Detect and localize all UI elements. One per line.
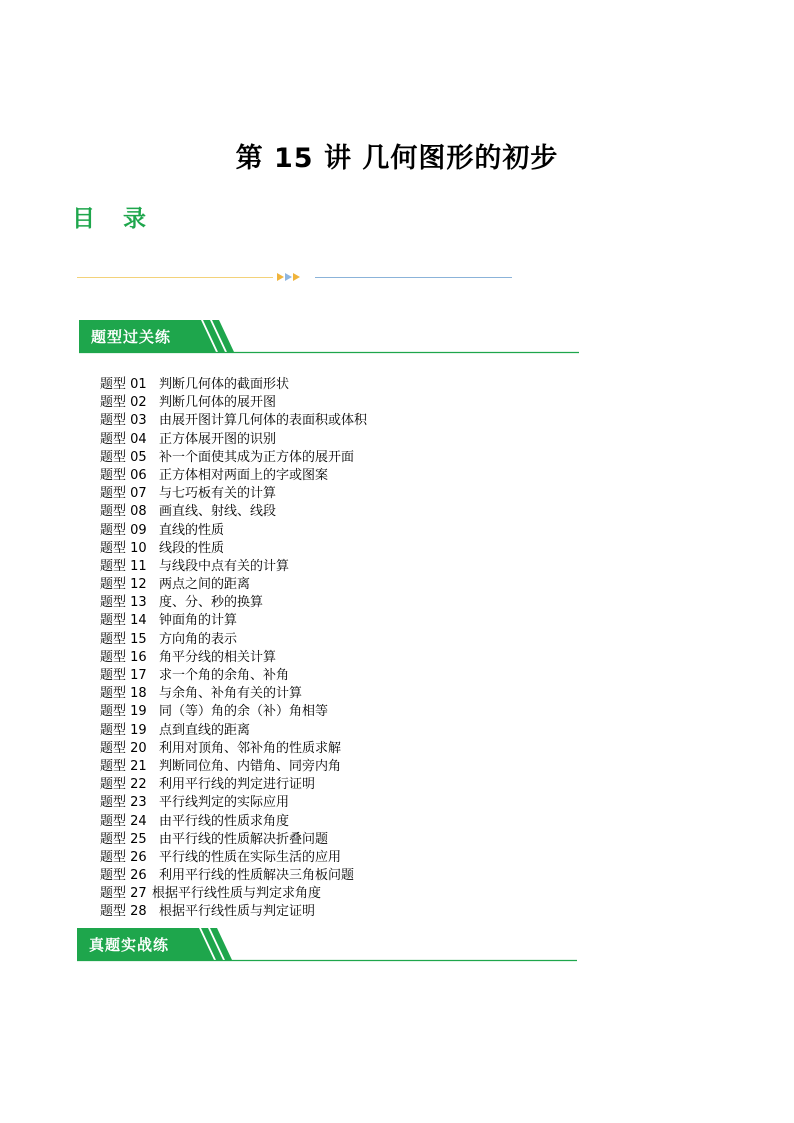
- divider-arrows-icon: [277, 272, 303, 282]
- list-item: [100, 558, 367, 576]
- item-text: 同（等）角的余（补）角相等: [159, 704, 329, 720]
- item-text: 方向角的表示: [159, 631, 238, 647]
- item-text: 由展开图计算几何体的表面积或体积: [159, 413, 368, 429]
- item-text: 两点之间的距离: [159, 577, 251, 593]
- item-text: 线段的性质: [159, 540, 225, 556]
- item-code: 题型 21: [100, 758, 147, 774]
- list-item: [100, 903, 367, 921]
- list-item: [100, 667, 367, 685]
- item-code: 题型 17: [100, 668, 147, 683]
- list-item: [100, 831, 367, 849]
- list-item: [100, 867, 367, 885]
- list-item: [100, 522, 367, 540]
- item-code: 题型 28: [100, 904, 147, 920]
- list-item: [100, 503, 367, 521]
- item-code: 题型 08: [100, 504, 147, 520]
- item-code: 题型 10: [100, 540, 147, 556]
- item-text: 根据平行线性质与判定求角度: [152, 886, 322, 902]
- list-item: [100, 449, 367, 467]
- item-code: 题型 18: [100, 686, 147, 702]
- item-code: 题型 12: [100, 577, 147, 593]
- item-text: 角平分线的相关计算: [159, 649, 277, 665]
- list-item: [100, 485, 367, 503]
- item-code: 题型 01: [100, 377, 147, 392]
- item-text: 由平行线的性质解决折叠问题: [159, 831, 329, 847]
- item-code: 题型 23: [100, 795, 147, 811]
- list-item: [100, 740, 367, 758]
- toc-heading: 目 录: [72, 206, 157, 232]
- item-code: 题型 14: [100, 613, 147, 629]
- item-code: 题型 26: [100, 849, 147, 865]
- section-label: 真题实战练: [89, 936, 170, 954]
- item-text: 判断几何体的展开图: [159, 395, 277, 411]
- list-item: [100, 467, 367, 485]
- list-item: [100, 794, 367, 812]
- item-code: 题型 26: [100, 868, 147, 884]
- item-text: 求一个角的余角、补角: [159, 668, 290, 683]
- list-item: [100, 649, 367, 667]
- list-item: [100, 612, 367, 630]
- item-code: 题型 15: [100, 631, 147, 647]
- list-item: [100, 758, 367, 776]
- list-item: [100, 594, 367, 612]
- item-text: 平行线判定的实际应用: [159, 795, 290, 811]
- item-text: 补一个面使其成为正方体的展开面: [159, 449, 355, 465]
- item-text: 与余角、补角有关的计算: [159, 686, 303, 702]
- list-item: [100, 776, 367, 794]
- item-code: 题型 16: [100, 649, 147, 665]
- item-code: 题型 24: [100, 813, 147, 829]
- list-item: [100, 813, 367, 831]
- list-item: [100, 394, 367, 412]
- list-item: [100, 685, 367, 703]
- list-item: [100, 849, 367, 867]
- item-text: 正方体展开图的识别: [159, 431, 277, 447]
- list-item: [100, 376, 367, 394]
- item-text: 画直线、射线、线段: [159, 504, 277, 520]
- item-code: 题型 27: [100, 886, 147, 902]
- item-text: 度、分、秒的换算: [159, 595, 264, 611]
- item-code: 题型 03: [100, 413, 147, 429]
- item-code: 题型 11: [100, 558, 147, 574]
- section-label: 题型过关练: [91, 328, 172, 346]
- divider-right: [315, 277, 512, 278]
- section-banner-exam: [77, 926, 577, 962]
- list-item: [100, 540, 367, 558]
- item-code: 题型 07: [100, 486, 147, 502]
- item-text: 正方体相对两面上的字或图案: [159, 467, 329, 483]
- item-code: 题型 19: [100, 704, 147, 720]
- divider-left: [77, 277, 273, 278]
- item-code: 题型 13: [100, 595, 147, 611]
- item-text: 利用平行线的判定进行证明: [159, 777, 316, 793]
- item-text: 与线段中点有关的计算: [159, 558, 290, 574]
- item-code: 题型 22: [100, 777, 147, 793]
- item-code: 题型 09: [100, 522, 147, 538]
- item-text: 利用平行线的性质解决三角板问题: [159, 868, 355, 884]
- item-text: 由平行线的性质求角度: [159, 813, 290, 829]
- item-code: 题型 05: [100, 449, 147, 465]
- item-text: 点到直线的距离: [159, 722, 251, 738]
- list-item: [100, 576, 367, 594]
- item-text: 直线的性质: [159, 522, 225, 538]
- item-code: 题型 04: [100, 431, 147, 447]
- list-item: [100, 703, 367, 721]
- list-item: [100, 412, 367, 430]
- item-text: 利用对顶角、邻补角的性质求解: [159, 740, 342, 756]
- section-banner-practice: [79, 318, 579, 354]
- item-text: 根据平行线性质与判定证明: [159, 904, 316, 920]
- item-text: 与七巧板有关的计算: [159, 486, 277, 502]
- item-code: 题型 06: [100, 467, 147, 483]
- list-item: [100, 631, 367, 649]
- item-text: 判断几何体的截面形状: [159, 377, 290, 392]
- list-item: [100, 885, 367, 903]
- item-code: 题型 19: [100, 722, 147, 738]
- page-title: 第 15 讲 几何图形的初步: [235, 143, 559, 174]
- item-text: 判断同位角、内错角、同旁内角: [159, 758, 342, 774]
- list-item: [100, 431, 367, 449]
- item-code: 题型 25: [100, 831, 147, 847]
- item-text: 平行线的性质在实际生活的应用: [159, 849, 342, 865]
- topic-list: [100, 376, 367, 922]
- list-item: [100, 722, 367, 740]
- item-code: 题型 02: [100, 395, 147, 411]
- item-code: 题型 20: [100, 740, 147, 756]
- item-text: 钟面角的计算: [159, 613, 238, 629]
